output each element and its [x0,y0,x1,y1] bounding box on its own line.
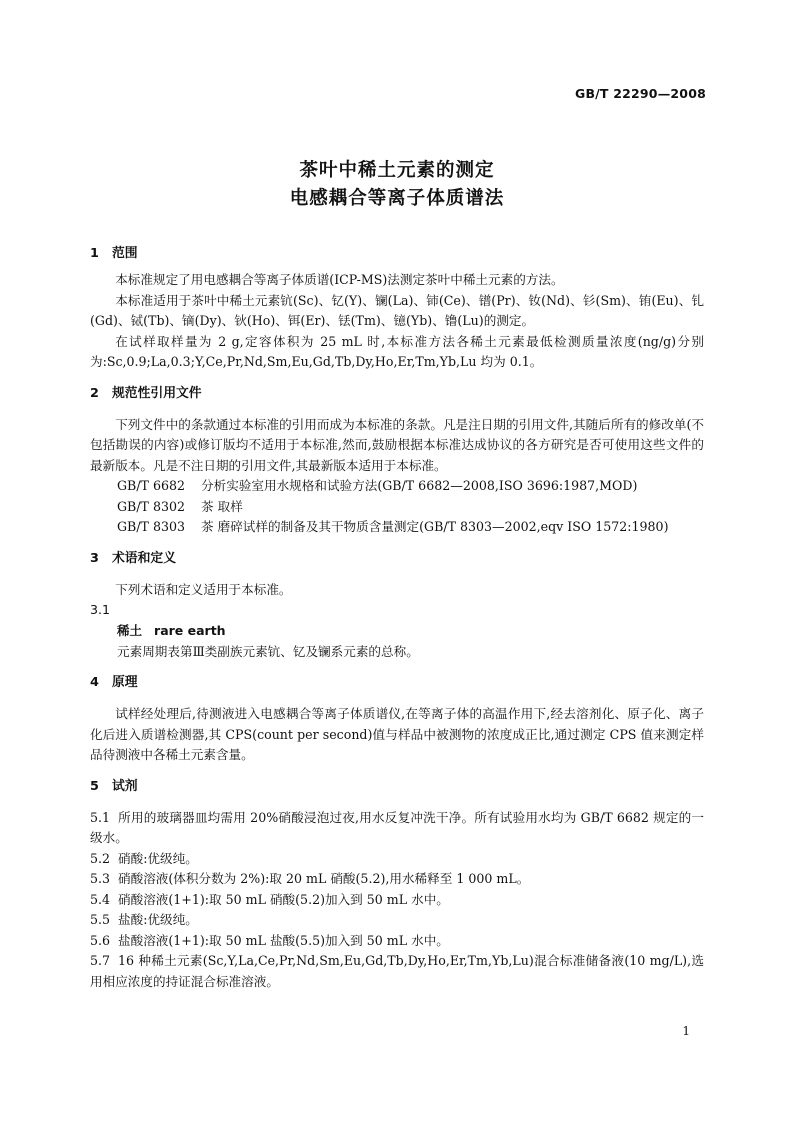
term-definition: 元素周期表第Ⅲ类副族元素钪、钇及镧系元素的总称。 [117,644,419,659]
section-title: 术语和定义 [112,550,176,566]
paragraph: 本标准规定了用电感耦合等离子体质谱(ICP-MS)法测定茶叶中稀土元素的方法。 [115,272,564,287]
reagent-item: 5.6 盐酸溶液(1+1):取 50 mL 盐酸(5.5)加入到 50 mL 水中。 [90,932,449,948]
section-title: 原理 [112,675,138,690]
section-number: 5 [90,778,99,794]
paragraph: 下列术语和定义适用于本标准。 [115,581,292,597]
section-number: 4 [90,675,99,690]
paragraph: 下列文件中的条款通过本标准的引用而成为本标准的条款。凡是注日期的引用文件,其随后所有的修改单(不包括勘误的内容)或修订版均不适用于本标准,然而,鼓励根据本标准达成协议的各方研究是否可使用这些文件的最新版本。凡是不注日期的引用文件,其最新版本适用于本标准。 [90,416,704,473]
section-title: 试剂 [112,778,138,794]
section-number: 3 [90,550,99,566]
page-number: 1 [682,1024,690,1038]
section-heading-reagents [90,777,704,797]
reference-item: GB/T 8303 茶 磨碎试样的制备及其干物质含量测定(GB/T 8303—2002,eqv ISO 1572:1980) [117,519,669,534]
paragraph: 试样经处理后,待测液进入电感耦合等离子体质谱仪,在等离子体的高温作用下,经去溶剂化、原子化、离子化后进入质谱检测器,其 CPS(count per second)值与样品中被测物的浓度成正比,通过测定 CPS 值来测定样品待测液中各稀土元素含量。 [90,706,704,762]
section-heading-normative-references [90,384,704,404]
section-heading-terms [90,549,704,569]
reagent-item: 5.1 所用的玻璃器皿均需用 20%硝酸浸泡过夜,用水反复冲洗干净。所有试验用水均为 GB/T 6682 规定的一级水。 [90,809,704,845]
reagent-item: 5.5 盐酸:优级纯。 [90,912,198,927]
document-title-line-1: 茶叶中稀土元素的测定 [299,160,495,181]
section-number: 2 [90,385,99,401]
paragraph: 本标准适用于茶叶中稀土元素钪(Sc)、钇(Y)、镧(La)、铈(Ce)、镨(Pr)、钕(Nd)、钐(Sm)、铕(Eu)、钆(Gd)、铽(Tb)、镝(Dy)、钬(Ho)、铒(Er)、铥(Tm)、镱(Yb)、镥(Lu)的测定。 [90,292,704,328]
term-chinese: 稀土 [117,623,143,638]
section-heading-scope [90,244,704,264]
section-number: 1 [90,246,99,261]
section-title: 范围 [112,246,138,261]
reagent-item: 5.7 16 种稀土元素(Sc,Y,La,Ce,Pr,Nd,Sm,Eu,Gd,Tb,Dy,Ho,Er,Tm,Yb,Lu)混合标准储备液(10 mg/L),选用相应浓度的持证混合标准溶液。 [90,953,704,989]
document-body [90,244,704,992]
paragraph: 在试样取样量为 2 g,定容体积为 25 mL 时,本标准方法各稀土元素最低检测质量浓度(ng/g)分别为:Sc,0.9;La,0.3;Y,Ce,Pr,Nd,Sm,Eu,Gd,Tb,Dy,Ho,Er,Tm,Yb,Lu 均为 0.1。 [90,333,704,369]
term-entry [90,620,704,641]
reagent-item: 5.2 硝酸:优级纯。 [90,850,198,866]
reagent-item: 5.3 硝酸溶液(体积分数为 2%):取 20 mL 硝酸(5.2),用水稀释至 1 000 mL。 [90,871,530,886]
document-title-line-2: 电感耦合等离子体质谱法 [289,188,505,209]
section-heading-principle [90,673,704,693]
reference-item: GB/T 8302 茶 取样 [117,498,243,514]
term-number: 3.1 [90,602,111,617]
standard-code: GB/T 22290—2008 [574,86,706,101]
term-english: rare earth [154,623,226,638]
reagent-item: 5.4 硝酸溶液(1+1):取 50 mL 硝酸(5.2)加入到 50 mL 水中。 [90,891,449,907]
section-title: 规范性引用文件 [112,385,202,401]
reference-item: GB/T 6682 分析实验室用水规格和试验方法(GB/T 6682—2008,ISO 3696:1987,MOD) [117,478,638,493]
